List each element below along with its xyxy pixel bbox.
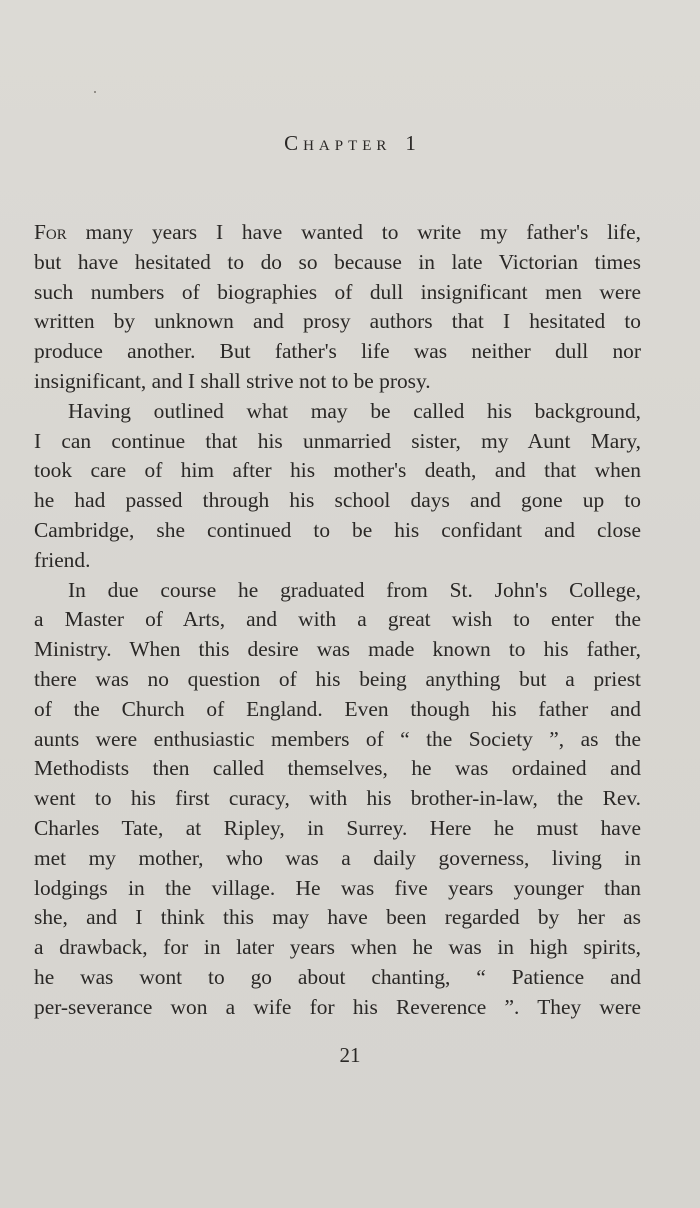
text-line: met my mother, who was a daily governess, living in xyxy=(34,845,641,870)
text-line: produce another. But father's life was neither dull nor xyxy=(34,339,641,364)
text-line: written by unknown and prosy authors that I hesitated to xyxy=(34,309,641,334)
text-line-rest: many years I have wanted to write my father's life, xyxy=(66,220,641,244)
text-line: insignificant, and I shall strive not to be prosy. xyxy=(34,368,431,393)
text-line: Cambridge, she continued to be his confidant and close xyxy=(34,517,641,542)
text-line: but have hesitated to do so because in late Victorian times xyxy=(34,249,641,274)
text-line: took care of him after his mother's death, and that when xyxy=(34,458,641,483)
text-line: In due course he graduated from St. John's College, xyxy=(68,577,641,602)
text-line: he was wont to go about chanting, “ Patience and xyxy=(34,964,641,989)
body-text xyxy=(34,218,641,1023)
text-line: friend. xyxy=(34,547,91,572)
text-line: Having outlined what may be called his background, xyxy=(68,398,641,423)
paper-speck xyxy=(94,91,96,93)
text-line: of the Church of England. Even though his father and xyxy=(34,696,641,721)
text-line: per-severance won a wife for his Reverence ”. They were xyxy=(34,994,641,1019)
drop-word: For xyxy=(34,220,67,244)
text-line: such numbers of biographies of dull insignificant men were xyxy=(34,279,641,304)
text-line: lodgings in the village. He was five years younger than xyxy=(34,875,641,900)
text-line: a drawback, for in later years when he was in high spirits, xyxy=(34,935,641,960)
page-number: 21 xyxy=(339,1043,361,1067)
text-line: Charles Tate, at Ripley, in Surrey. Here he must have xyxy=(34,815,641,840)
text-line: she, and I think this may have been regarded by her as xyxy=(34,905,641,930)
text-line: he had passed through his school days and gone up to xyxy=(34,488,641,513)
text-line: a Master of Arts, and with a great wish to enter the xyxy=(34,607,641,632)
text-line: went to his first curacy, with his brother-in-law, the Rev. xyxy=(34,786,641,811)
text-line xyxy=(34,218,641,248)
chapter-label: Chapter xyxy=(284,131,392,155)
text-line: Ministry. When this desire was made known to his father, xyxy=(34,637,641,662)
text-line: Methodists then called themselves, he was ordained and xyxy=(34,756,641,781)
chapter-number: 1 xyxy=(405,131,416,155)
text-line: there was no question of his being anything but a priest xyxy=(34,666,641,691)
text-line: aunts were enthusiastic members of “ the Society ”, as the xyxy=(34,726,641,751)
text-line: I can continue that his unmarried sister, my Aunt Mary, xyxy=(34,428,641,453)
chapter-heading xyxy=(0,131,700,156)
